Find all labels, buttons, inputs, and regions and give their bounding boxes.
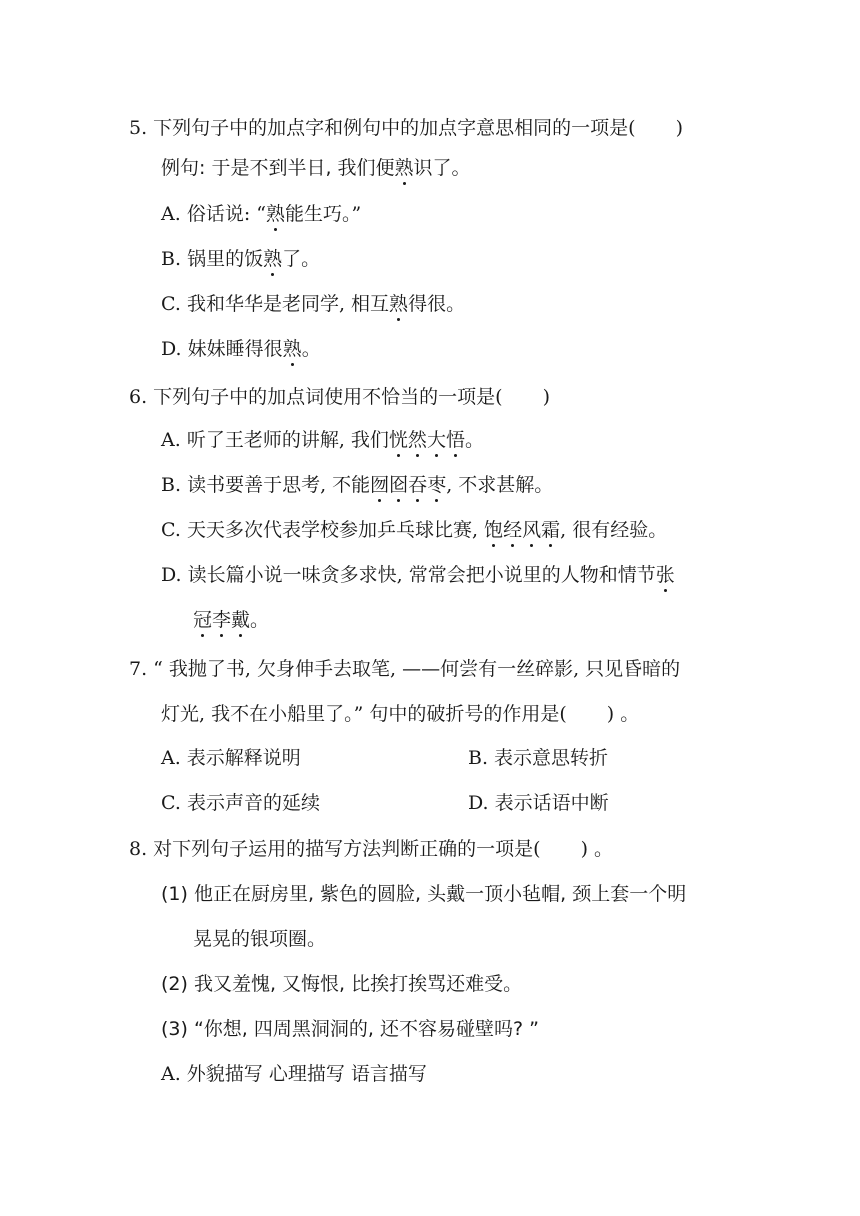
option-text: 。 <box>464 429 484 451</box>
option-label: C. <box>161 519 181 541</box>
dotted-char: 悟 <box>445 429 465 451</box>
sentence-text: (2) 我又羞愧, 又悔恨, 比挨打挨骂还难受。 <box>161 973 523 995</box>
option-text: 。 <box>301 338 321 360</box>
q8-stem <box>129 836 613 862</box>
option-text: 俗话说: “ <box>186 203 266 225</box>
q6-option-d-continued <box>193 607 269 633</box>
q5-option-d[interactable] <box>161 336 321 362</box>
sentence-text: (3) “你想, 四周黑洞洞的, 还不容易碰壁吗? ” <box>161 1018 539 1040</box>
q6-stem-close: ) <box>542 386 551 408</box>
q6-option-a[interactable] <box>161 427 484 453</box>
q5-example <box>161 155 471 181</box>
q7-stem-close: ) 。 <box>606 703 640 725</box>
q6-option-d[interactable] <box>161 562 675 588</box>
q5-option-c[interactable] <box>161 291 465 317</box>
q8-option-a[interactable] <box>161 1061 427 1087</box>
option-text: 。 <box>250 609 270 631</box>
option-label: B. <box>161 474 182 496</box>
dotted-char: 枣 <box>427 474 447 496</box>
dotted-char: 熟 <box>394 157 414 179</box>
option-label: A. <box>161 203 181 225</box>
dotted-char: 囵 <box>389 474 409 496</box>
option-text: B. 表示意思转折 <box>468 747 609 769</box>
dotted-char: 囫 <box>370 474 390 496</box>
dotted-char: 熟 <box>265 203 285 225</box>
option-text: 得很。 <box>408 293 466 315</box>
q7-option-c[interactable] <box>161 790 320 816</box>
option-text: 锅里的饭 <box>187 248 264 270</box>
q8-sentence-1 <box>161 881 686 907</box>
option-text: 了。 <box>282 248 321 270</box>
option-text: , 不求甚解。 <box>446 474 554 496</box>
option-text: 天天多次代表学校参加乒乓球比赛, <box>186 519 485 541</box>
dotted-char: 经 <box>503 519 523 541</box>
dotted-char: 李 <box>212 609 232 631</box>
q7-stem-text: 灯光, 我不在小船里了。” 句中的破折号的作用是( <box>161 703 567 725</box>
dotted-char: 熟 <box>389 293 409 315</box>
q7-option-d[interactable] <box>468 790 609 816</box>
dotted-char: 戴 <box>231 609 251 631</box>
q8-stem-close: ) 。 <box>580 838 614 860</box>
dotted-char: 饱 <box>484 519 504 541</box>
option-label: D. <box>161 564 182 586</box>
dotted-char: 恍 <box>388 429 408 451</box>
q5-example-pre: 例句: 于是不到半日, 我们便 <box>161 157 395 179</box>
option-label: C. <box>161 293 181 315</box>
dotted-char: 大 <box>426 429 446 451</box>
dotted-char: 然 <box>407 429 427 451</box>
dotted-char: 吞 <box>408 474 428 496</box>
dotted-char: 霜 <box>541 519 561 541</box>
option-text: 妹妹睡得很 <box>187 338 283 360</box>
sentence-text: (1) 他正在厨房里, 紫色的圆脸, 头戴一顶小毡帽, 颈上套一个明 <box>161 883 687 905</box>
dotted-char: 风 <box>522 519 542 541</box>
dotted-char: 冠 <box>193 609 213 631</box>
q8-sentence-1-continued <box>193 926 326 952</box>
q5-example-post: 识了。 <box>413 157 471 179</box>
option-text: 我和华华是老同学, 相互 <box>186 293 390 315</box>
option-text: 读长篇小说一味贪多求快, 常常会把小说里的人物和情节 <box>187 564 656 586</box>
option-label: B. <box>161 248 182 270</box>
q5-stem-text: 5. 下列句子中的加点字和例句中的加点字意思相同的一项是( <box>129 117 636 139</box>
q7-stem-text: 7. “ 我抛了书, 欠身伸手去取笔, ——何尝有一丝碎影, 只见昏暗的 <box>129 658 681 680</box>
q5-stem-close: ) <box>675 117 684 139</box>
option-text: A. 表示解释说明 <box>161 747 301 769</box>
q5-stem <box>129 115 683 141</box>
option-text: A. 外貌描写 心理描写 语言描写 <box>161 1063 427 1085</box>
option-text: 听了王老师的讲解, 我们 <box>186 429 389 451</box>
q7-option-a[interactable] <box>161 745 301 771</box>
q7-stem-line2 <box>161 701 639 727</box>
option-label: D. <box>161 338 182 360</box>
q7-option-b[interactable] <box>468 745 608 771</box>
q6-stem <box>129 384 550 410</box>
dotted-char: 张 <box>655 564 675 586</box>
q8-stem-text: 8. 对下列句子运用的描写方法判断正确的一项是( <box>129 838 541 860</box>
q6-option-c[interactable] <box>161 517 667 543</box>
dotted-char: 熟 <box>263 248 283 270</box>
option-text: , 很有经验。 <box>560 519 668 541</box>
option-text: C. 表示声音的延续 <box>161 792 320 814</box>
sentence-text: 晃晃的银项圈。 <box>193 928 327 950</box>
dotted-char: 熟 <box>282 338 302 360</box>
q7-stem-line1 <box>129 656 680 682</box>
q5-option-a[interactable] <box>161 201 361 227</box>
option-text: 读书要善于思考, 不能 <box>187 474 371 496</box>
q5-option-b[interactable] <box>161 246 320 272</box>
q8-sentence-2 <box>161 971 522 997</box>
q6-option-b[interactable] <box>161 472 553 498</box>
q8-sentence-3 <box>161 1016 539 1042</box>
option-text: 能生巧。” <box>284 203 362 225</box>
option-text: D. 表示话语中断 <box>468 792 609 814</box>
option-label: A. <box>161 429 181 451</box>
q6-stem-text: 6. 下列句子中的加点词使用不恰当的一项是( <box>129 386 503 408</box>
